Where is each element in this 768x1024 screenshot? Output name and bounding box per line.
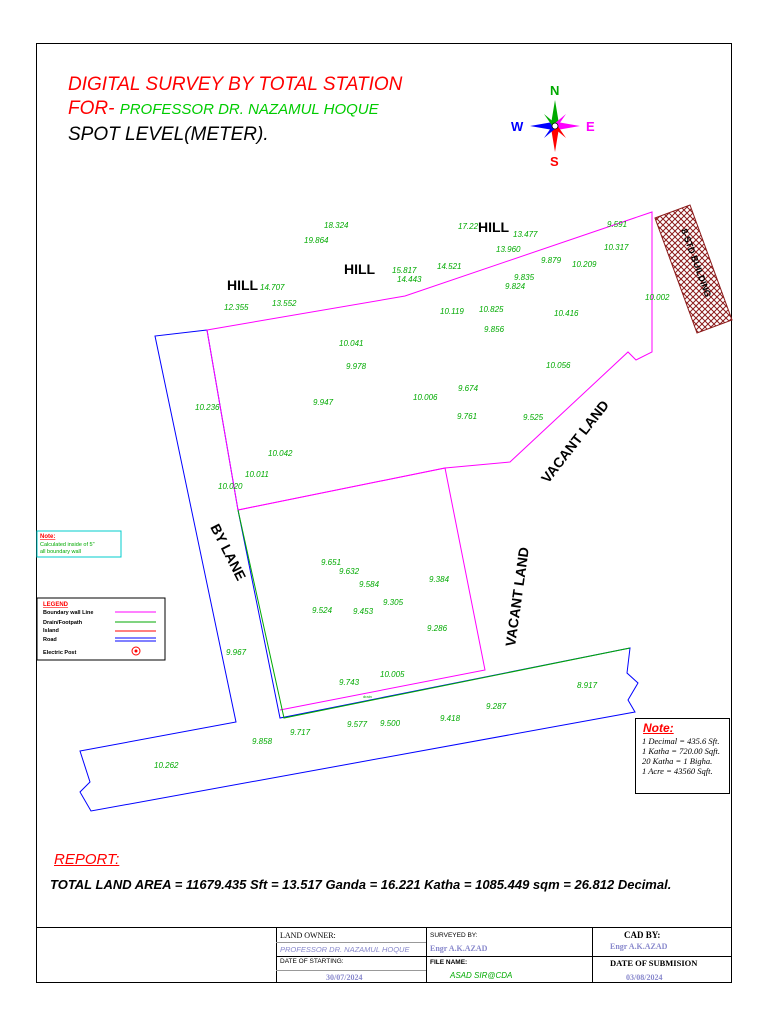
hill-label-3: HILL: [478, 219, 510, 235]
legend-label: Boundary wall Line: [43, 610, 94, 616]
cad-by-label: CAD BY:: [624, 930, 661, 940]
spot-level: 10.056: [546, 361, 571, 370]
compass-w: W: [511, 119, 524, 134]
spot-level: 9.591: [607, 220, 628, 229]
spot-level: 18.324: [324, 221, 349, 230]
compass-n: N: [550, 83, 560, 98]
spot-level: 14.443: [397, 275, 422, 284]
drain-label: drain: [363, 694, 372, 699]
spot-level: 10.005: [380, 670, 405, 679]
compass-e: E: [586, 119, 595, 134]
spot-level: 9.856: [484, 325, 505, 334]
spot-level-title: SPOT LEVEL(METER).: [68, 124, 269, 145]
unit-note-box: [635, 718, 730, 794]
legend-label: Electric Post: [43, 650, 77, 656]
legend-label: Island: [43, 628, 59, 634]
spot-level: 9.835: [514, 273, 535, 282]
spot-level: 9.524: [312, 606, 333, 615]
title-block: [36, 927, 732, 984]
spot-level: 13.960: [496, 245, 521, 254]
spot-level: 9.418: [440, 714, 461, 723]
submission-date-value: 03/08/2024: [626, 973, 663, 982]
spot-level: 14.707: [260, 283, 285, 292]
surveyed-by-label: SURVEYED BY:: [430, 932, 478, 939]
compass-s: S: [550, 154, 559, 169]
legend-label: Road: [43, 637, 57, 643]
spot-level: 13.477: [513, 230, 538, 239]
calc-note-title: Note:: [40, 534, 56, 540]
vacant-land-label-2: VACANT LAND: [502, 546, 532, 648]
spot-level: 9.947: [313, 398, 334, 407]
spot-level: 9.978: [346, 362, 367, 371]
spot-level: 9.824: [505, 282, 526, 291]
hill-label-1: HILL: [227, 277, 259, 293]
start-date-label: DATE OF STARTING:: [280, 958, 344, 965]
by-lane-label: BY LANE: [207, 521, 250, 583]
spot-level: 10.119: [440, 307, 464, 316]
client-name: PROFESSOR DR. NAZAMUL HOQUE: [119, 101, 379, 118]
spot-levels: [154, 220, 670, 770]
unit-note-line: 20 Katha = 1 Bigha.: [642, 756, 713, 766]
boundary-wall: [207, 212, 652, 510]
spot-level: 9.305: [383, 598, 404, 607]
building-label: 8-STD BUILDING: [679, 227, 714, 299]
spot-level: 9.525: [523, 413, 544, 422]
submission-label: DATE OF SUBMISION: [610, 958, 698, 968]
for-prefix: FOR-: [68, 98, 120, 119]
spot-level: 10.002: [645, 293, 670, 302]
file-name-label: FILE NAME:: [430, 959, 468, 966]
spot-level: 10.209: [572, 260, 597, 269]
unit-note-line: 1 Katha = 720.00 Sqft.: [642, 746, 720, 756]
spot-level: 14.521: [437, 262, 462, 271]
spot-level: 9.761: [457, 412, 478, 421]
land-owner-label: LAND OWNER:: [280, 931, 336, 940]
spot-level: 10.011: [245, 470, 269, 479]
unit-note-line: 1 Decimal = 435.6 Sft.: [642, 736, 720, 746]
spot-level: 10.317: [604, 243, 629, 252]
report-heading: REPORT:: [54, 851, 120, 868]
spot-level: 12.355: [224, 303, 249, 312]
spot-level: 10.041: [339, 339, 364, 348]
spot-level: 10.006: [413, 393, 438, 402]
cad-by-value: Engr A.K.AZAD: [610, 942, 668, 951]
spot-level: 9.632: [339, 567, 360, 576]
spot-level: 9.453: [353, 607, 374, 616]
unit-note-line: 1 Acre = 43560 Sqft.: [642, 766, 713, 776]
spot-level: 10.236: [195, 403, 220, 412]
spot-level: 9.584: [359, 580, 380, 589]
report-total-area: TOTAL LAND AREA = 11679.435 Sft = 13.517 Ganda = 16.221 Katha = 1085.449 sqm = 26.812 Decimal.: [50, 877, 672, 892]
land-owner-value: PROFESSOR DR. NAZAMUL HOQUE: [280, 945, 410, 954]
compass-icon: [530, 100, 580, 152]
spot-level: 9.500: [380, 719, 401, 728]
spot-level: 9.743: [339, 678, 360, 687]
vacant-land-label-1: VACANT LAND: [537, 397, 612, 486]
survey-title: DIGITAL SURVEY BY TOTAL STATION: [68, 74, 403, 95]
spot-level: 10.042: [268, 449, 293, 458]
spot-level: 10.020: [218, 482, 243, 491]
legend-title: LEGEND: [43, 602, 69, 608]
spot-level: 13.552: [272, 299, 297, 308]
spot-level: 9.286: [427, 624, 448, 633]
calc-note-text-2: all boundary wall: [40, 549, 81, 555]
file-name-value: ASAD SIR@CDA: [450, 971, 513, 980]
unit-note-title: Note:: [643, 721, 674, 735]
spot-level: 19.864: [304, 236, 329, 245]
spot-level: 9.879: [541, 256, 562, 265]
spot-level: 9.651: [321, 558, 342, 567]
spot-level: 9.287: [486, 702, 507, 711]
legend-label: Drain/Footpath: [43, 620, 83, 626]
spot-level: 15.817: [392, 266, 417, 275]
calc-note-text-1: Calculated inside of 5": [40, 542, 95, 548]
surveyor-value: Engr A.K.AZAD: [430, 944, 488, 953]
spot-level: 9.384: [429, 575, 450, 584]
spot-level: 10.416: [554, 309, 579, 318]
spot-level: 10.262: [154, 761, 179, 770]
spot-level: 9.717: [290, 728, 311, 737]
spot-level: 8.917: [577, 681, 598, 690]
spot-level: 9.967: [226, 648, 247, 657]
spot-level: 9.577: [347, 720, 368, 729]
spot-level: 10.825: [479, 305, 504, 314]
spot-level: 9.674: [458, 384, 479, 393]
hill-label-2: HILL: [344, 261, 376, 277]
inner-boundary: [238, 468, 485, 710]
spot-level: 9.858: [252, 737, 273, 746]
start-date-value: 30/07/2024: [326, 973, 363, 982]
spot-level: 17.22: [458, 222, 479, 231]
